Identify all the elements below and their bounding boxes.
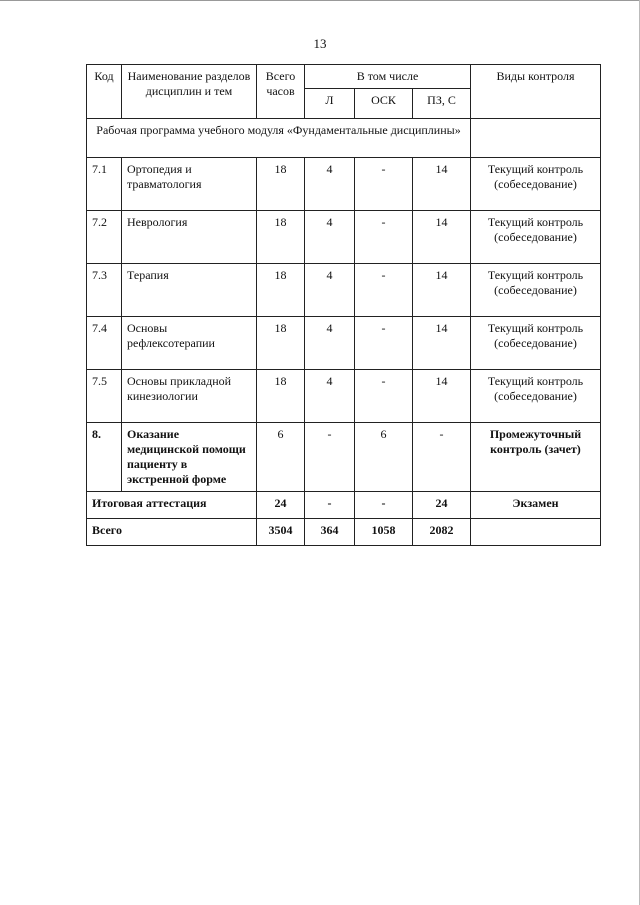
row-control: Промежуточный контроль (зачет)	[471, 423, 601, 492]
row-name: Терапия	[122, 264, 257, 317]
grand-total-row	[87, 519, 601, 546]
row-name: Основы прикладной кинезиологии	[122, 370, 257, 423]
header-osk: ОСК	[355, 89, 413, 119]
row-total: 18	[257, 264, 305, 317]
grand-total-l: 364	[305, 519, 355, 546]
row-l: 4	[305, 264, 355, 317]
header-l: Л	[305, 89, 355, 119]
table-row	[87, 370, 601, 423]
module-title-row	[87, 119, 601, 158]
grand-total-label: Всего	[87, 519, 257, 546]
row-osk: -	[355, 317, 413, 370]
header-total-hours: Всего часов	[257, 65, 305, 119]
row-l: 4	[305, 370, 355, 423]
row-pz: 14	[413, 317, 471, 370]
page-number: 13	[313, 36, 327, 51]
row-code: 7.1	[87, 158, 122, 211]
table-row	[87, 317, 601, 370]
final-attestation-l: -	[305, 492, 355, 519]
row-pz: 14	[413, 264, 471, 317]
header-including: В том числе	[305, 65, 471, 89]
curriculum-table	[86, 64, 601, 546]
header-name: Наименование разделов дисциплин и тем	[122, 65, 257, 119]
row-control: Текущий контроль (собеседование)	[471, 370, 601, 423]
row-l: 4	[305, 158, 355, 211]
row-pz: 14	[413, 158, 471, 211]
final-attestation-pz: 24	[413, 492, 471, 519]
header-pz: ПЗ, С	[413, 89, 471, 119]
row-total: 18	[257, 211, 305, 264]
row-l: 4	[305, 317, 355, 370]
row-total: 18	[257, 158, 305, 211]
row-name: Оказание медицинской помощи пациенту в экстренной форме	[122, 423, 257, 492]
grand-total-osk: 1058	[355, 519, 413, 546]
row-osk: -	[355, 264, 413, 317]
row-osk: -	[355, 370, 413, 423]
row-name: Неврология	[122, 211, 257, 264]
grand-total-pz: 2082	[413, 519, 471, 546]
header-row-1	[87, 65, 601, 89]
final-attestation-label: Итоговая аттестация	[87, 492, 257, 519]
row-osk: -	[355, 158, 413, 211]
row-pz: -	[413, 423, 471, 492]
table-row	[87, 264, 601, 317]
row-total: 18	[257, 317, 305, 370]
row-osk: -	[355, 211, 413, 264]
table-row	[87, 423, 601, 492]
final-attestation-row	[87, 492, 601, 519]
grand-total-hours: 3504	[257, 519, 305, 546]
row-control: Текущий контроль (собеседование)	[471, 211, 601, 264]
row-total: 6	[257, 423, 305, 492]
row-osk: 6	[355, 423, 413, 492]
final-attestation-osk: -	[355, 492, 413, 519]
row-control: Текущий контроль (собеседование)	[471, 158, 601, 211]
header-code: Код	[87, 65, 122, 119]
row-pz: 14	[413, 211, 471, 264]
top-edge-rule	[0, 0, 640, 2]
header-control: Виды контроля	[471, 65, 601, 119]
row-name: Ортопедия и травматология	[122, 158, 257, 211]
row-l: 4	[305, 211, 355, 264]
table-row	[87, 158, 601, 211]
row-code: 7.2	[87, 211, 122, 264]
row-control: Текущий контроль (собеседование)	[471, 264, 601, 317]
row-code: 7.3	[87, 264, 122, 317]
module-title-empty-cell	[471, 119, 601, 158]
row-name: Основы рефлексотерапии	[122, 317, 257, 370]
module-title: Рабочая программа учебного модуля «Фундаментальные дисциплины»	[87, 119, 471, 158]
row-control: Текущий контроль (собеседование)	[471, 317, 601, 370]
row-code: 7.5	[87, 370, 122, 423]
row-pz: 14	[413, 370, 471, 423]
final-attestation-control: Экзамен	[471, 492, 601, 519]
row-code: 8.	[87, 423, 122, 492]
row-total: 18	[257, 370, 305, 423]
row-code: 7.4	[87, 317, 122, 370]
final-attestation-total: 24	[257, 492, 305, 519]
table-row	[87, 211, 601, 264]
row-l: -	[305, 423, 355, 492]
grand-total-control	[471, 519, 601, 546]
